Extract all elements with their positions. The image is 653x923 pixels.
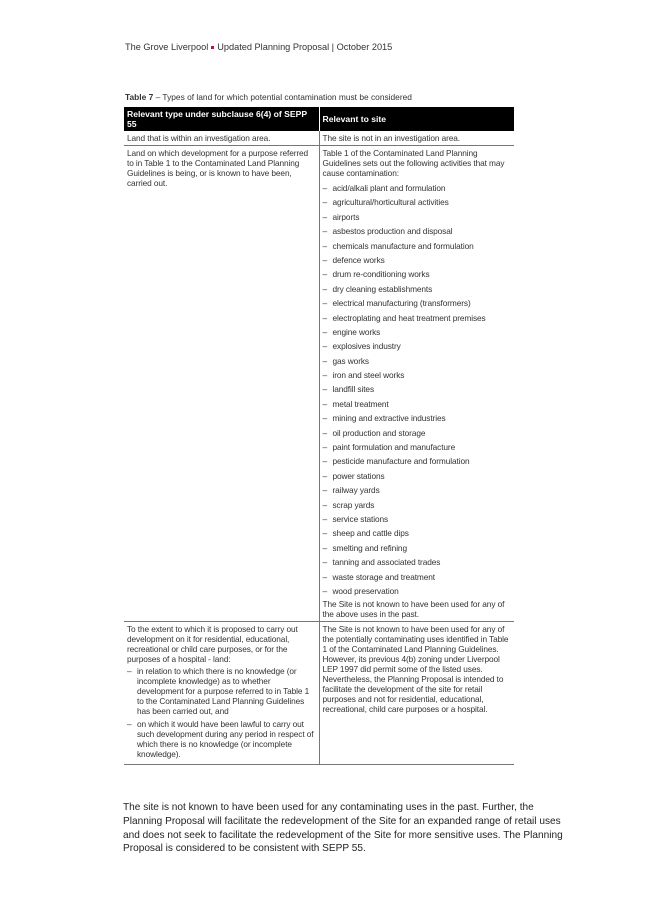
list-item: – scrap yards — [323, 498, 512, 512]
list-item: – mining and extractive industries — [323, 411, 512, 425]
list-item: – engine works — [323, 325, 512, 339]
list-item: – smelting and refining — [323, 541, 512, 555]
table-cell — [319, 146, 514, 622]
list-item: – asbestos production and disposal — [323, 224, 512, 238]
table-row — [124, 622, 514, 765]
list-item: – electroplating and heat treatment premises — [323, 311, 512, 325]
activities-list — [323, 181, 512, 598]
contamination-table — [124, 107, 514, 765]
list-item: – explosives industry — [323, 339, 512, 353]
list-item: – sheep and cattle dips — [323, 526, 512, 540]
table-caption — [125, 92, 412, 102]
list-item: – tanning and associated trades — [323, 555, 512, 569]
conclusion-paragraph: The site is not known to have been used for any contaminating uses in the past. Further, the Planning Proposal will facilitate the redevelopment of the Site for an expanded range of retail uses and does not seek to facilitate the redevelopment of the Site for more sensitive uses. The Planning Proposal is considered to be consistent with SEPP 55. — [123, 802, 563, 855]
list-item: – power stations — [323, 469, 512, 483]
list-item: – electrical manufacturing (transformers) — [323, 296, 512, 310]
list-item: – acid/alkali plant and formulation — [323, 181, 512, 195]
list-item: – service stations — [323, 512, 512, 526]
activities-closing: The Site is not known to have been used for any of the above uses in the past. — [322, 599, 505, 620]
list-item: – drum re-conditioning works — [323, 267, 512, 281]
list-item: – in relation to which there is no knowledge (or incomplete knowledge) as to whether development for a purpose referred to in Table 1 to the Contaminated Land Planning Guidelines has been carried out, and — [127, 666, 316, 716]
document-title: The Grove Liverpool — [125, 42, 209, 52]
table-cell: The site is not in an investigation area. — [319, 131, 514, 146]
table-row — [124, 146, 514, 622]
table-caption-text: – Types of land for which potential contamination must be considered — [153, 92, 412, 102]
activities-intro: Table 1 of the Contaminated Land Planning Guidelines sets out the following activities that may cause contamination: — [322, 148, 505, 178]
list-item: – pesticide manufacture and formulation — [323, 454, 512, 468]
list-item: – metal treatment — [323, 397, 512, 411]
table-cell — [124, 622, 319, 765]
list-item: – paint formulation and manufacture — [323, 440, 512, 454]
land-criteria-list — [127, 666, 316, 759]
column-header-relevant-to-site: Relevant to site — [319, 107, 514, 131]
list-item: – waste storage and treatment — [323, 570, 512, 584]
list-item: – oil production and storage — [323, 426, 512, 440]
list-item: – railway yards — [323, 483, 512, 497]
table-cell: Land on which development for a purpose referred to in Table 1 to the Contaminated Land Planning Guidelines is being, or is known to have been, carried out. — [124, 146, 319, 622]
column-header-relevant-type: Relevant type under subclause 6(4) of SEPP 55 — [124, 107, 319, 131]
table-cell: Land that is within an investigation area. — [124, 131, 319, 146]
list-item: – iron and steel works — [323, 368, 512, 382]
list-item: – dry cleaning establishments — [323, 282, 512, 296]
list-item: – defence works — [323, 253, 512, 267]
table-caption-label: Table 7 — [125, 92, 154, 102]
list-item: – chemicals manufacture and formulation — [323, 239, 512, 253]
list-item: – agricultural/horticultural activities — [323, 195, 512, 209]
table-cell: The Site is not known to have been used for any of the potentially contaminating uses identified in Table 1 of the Contaminated Land Planning Guidelines. However, its previous 4(b) zoning under Liverpool LEP 1997 did permit some of the listed uses. Nevertheless, the Planning Proposal is intended to facilitate the development of the site for retail purposes and not for residential, educational, recreational, child care purposes or a hospital. — [319, 622, 514, 765]
list-item: – landfill sites — [323, 382, 512, 396]
document-subtitle: Updated Planning Proposal | October 2015 — [217, 42, 393, 52]
list-item: – on which it would have been lawful to carry out such development during any period in respect of which there is no knowledge (or incomplete knowledge). — [127, 719, 316, 759]
land-criteria-intro: To the extent to which it is proposed to carry out development on it for residential, educational, recreational or child care purposes, or for the purposes of a hospital - land: — [127, 624, 298, 665]
table-row — [124, 131, 514, 146]
list-item: – wood preservation — [323, 584, 512, 598]
list-item: – airports — [323, 210, 512, 224]
running-header — [125, 42, 392, 52]
list-item: – gas works — [323, 354, 512, 368]
table-header-row — [124, 107, 514, 131]
separator-dot-icon — [211, 46, 214, 49]
